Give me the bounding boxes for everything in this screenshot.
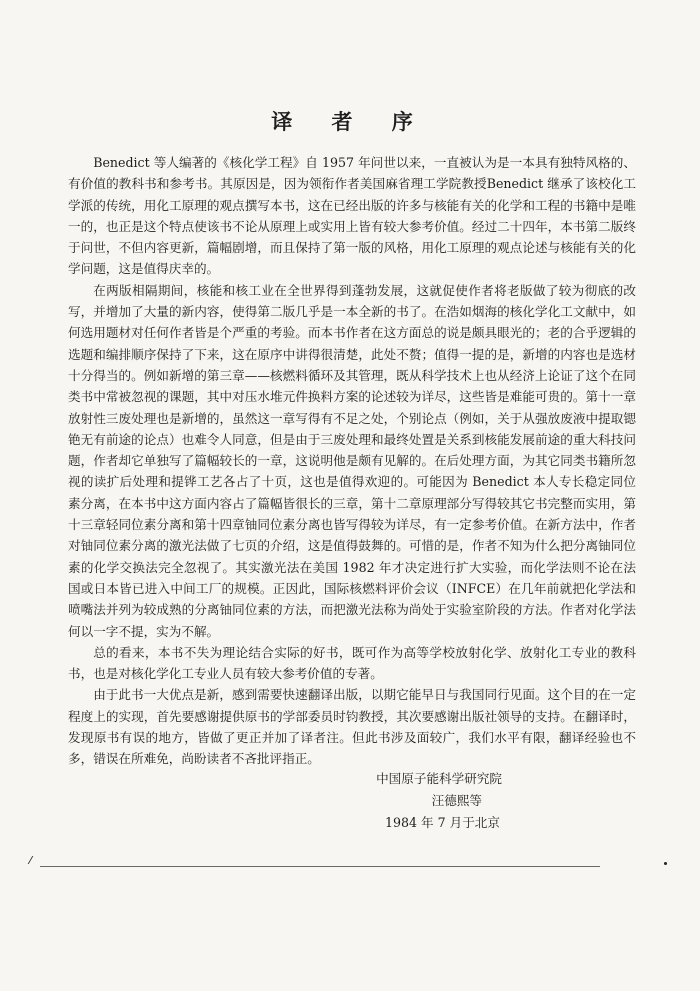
paragraph-4: 由于此书一大优点是新，感到需要快速翻译出版，以期它能早日与我国同行见面。这个目的在一定程度上的实现，首先要感谢提供原书的学部委员时钧教授，其次要感谢出版社领导的支持。在翻译时，发现原书有误的地方，皆做了更正并加了译者注。但此书涉及面较广，我们水平有限，翻译经验也不多，错误在所难免，尚盼读者不吝批评指正。 [68,687,636,767]
scan-mark [28,856,40,864]
preface-body [68,152,636,770]
signature-date: 1984 年 7 月于北京 [384,815,500,830]
footer-rule [40,866,600,867]
scan-speck [664,862,667,865]
signature-org: 中国原子能科学研究院 [376,771,502,786]
page-title: 译 者 序 [271,109,429,134]
signature-translator: 汪德熙等 [431,793,482,808]
paragraph-2: 在两版相隔期间，核能和核工业在全世界得到蓬勃发展，这就促使作者将老版做了较为彻底的改写，并增加了大量的新内容，使得第二版几乎是一本全新的书了。在浩如烟海的核化学化工文献中，如何选用题材对任何作者皆是个严重的考验。而本书作者在这方面总的说是颇具眼光的；老的合乎逻辑的选题和编排顺序保持了下来，这在原序中讲得很清楚，此处不赘；值得一提的是，新增的内容也是选材十分得当的。例如新增的第三章——核燃料循环及其管理，既从科学技术上也从经济上论证了这个在同类书中常被忽视的课题，其中对压水堆元件换料方案的论述较为详尽，这些皆是难能可贵的。第十一章放射性三废处理也是新增的，虽然这一章写得有不足之处，个别论点（例如，关于从强放废液中提取锶铯无有前途的论点）也难令人同意，但是由于三废处理和最终处置是关系到核能发展前途的重大科技问题，作者却它单独写了篇幅较长的一章，这说明他是颇有见解的。在后处理方面，为其它同类书籍所忽视的读扩后处理和提铧工艺各占了十页，这也是值得欢迎的。可能因为 Benedict 本人专长稳定同位素分离，在本书中这方面内容占了篇幅皆很长的三章，第十二章原理部分写得较其它书完整而实用，第十三章轻同位素分离和第十四章铀同位素分离也皆写得较为详尽，有一定参考价值。在新方法中，作者对铀同位素分离的激光法做了七页的介绍，这是值得鼓舞的。可惜的是，作者不知为什么把分离铀同位素的化学交换法完全忽视了。其实激光法在美国 1982 年才决定进行扩大实验，而化学法则不论在法国或日本皆已进入中间工厂的规模。正因此，国际核燃料评价会议（INFCE）在几年前就把化学法和喷嘴法并列为较成熟的分离铀同位素的方法，而把激光法称为尚处于实验室阶段的方法。作者对化学法何以一字不提，实为不解。 [68,282,636,639]
paragraph-1: Benedict 等人编著的《核化学工程》自 1957 年问世以来，一直被认为是一本具有独特风格的、有价值的教科书和参考书。其原因是，因为领衔作者美国麻省理工学院教授Benedict 继承了该校化工学派的传统，用化工原理的观点撰写本书，这在已经出版的许多与核能有关的化学和工程的书籍中是唯一的，也正是这个特点使该书不论从原理上或实用上皆有较大参考价值。经过二十四年，本书第二版终于问世，不但内容更新，篇幅剧增，而且保持了第一版的风格，用化工原理的观点论述与核能有关的化学问题，这是值得庆幸的。 [68,155,636,277]
paragraph-3: 总的看来，本书不失为理论结合实际的好书，既可作为高等学校放射化学、放射化工专业的教科书，也是对核化学化工专业人员有较大参考价值的专著。 [68,644,636,682]
